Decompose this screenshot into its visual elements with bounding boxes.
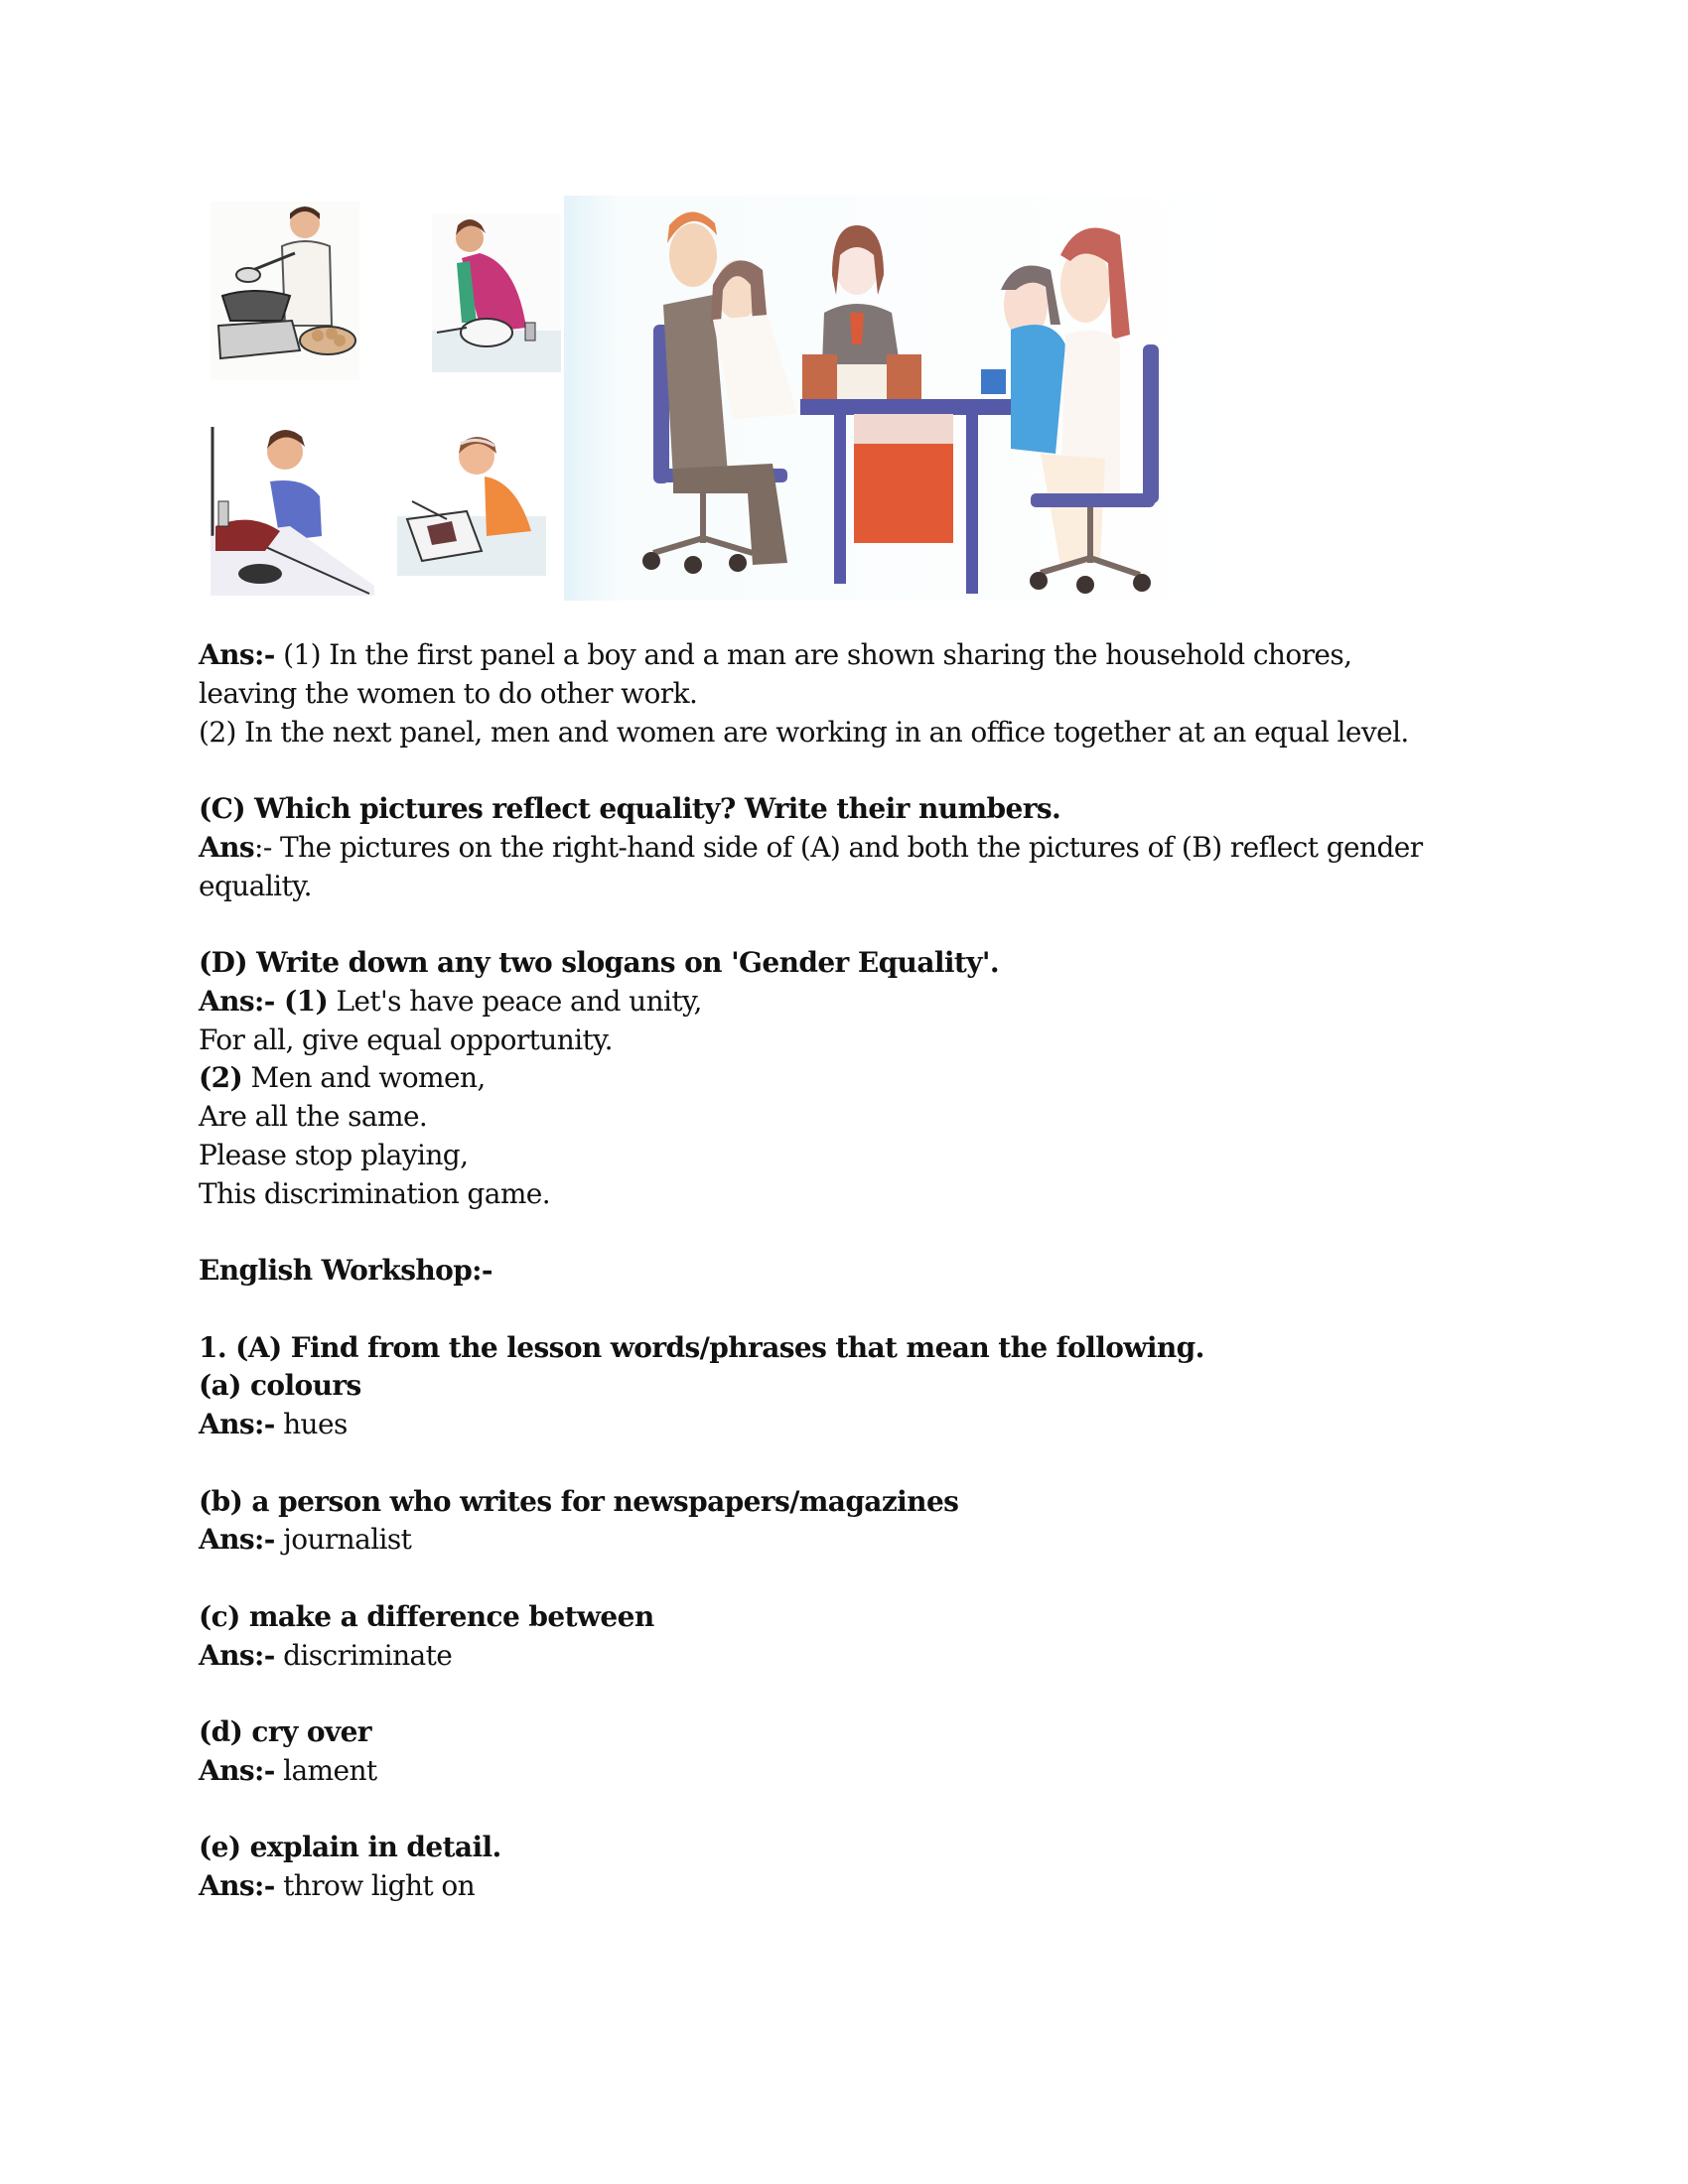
workshop-instruction: 1. (A) Find from the lesson words/phrases that mean the following. [199,1330,1204,1364]
answer-b-line-2: leaving the women to do other work. [199,676,698,710]
office-meeting-illustration [564,196,1251,601]
workshop-answer-c: Ans:- discriminate [199,1638,453,1672]
workshop-answer-a: Ans:- hues [199,1408,348,1440]
slogan-1-line-1: Ans:- (1) Let's have peace and unity, [199,984,702,1018]
ans-label: Ans:- [199,984,275,1018]
workshop-question-b: (b) a person who writes for newspapers/magazines [199,1484,959,1518]
man-cooking-illustration [211,202,359,380]
workshop-answer-e: Ans:- throw light on [199,1869,476,1902]
workshop-question-a: (a) colours [199,1369,361,1403]
boy-washing-illustration [211,427,374,596]
ans-label: Ans:- [199,1408,275,1440]
gender-equality-figure [199,194,1251,601]
workshop-answer-b: Ans:- journalist [199,1523,412,1557]
slogan-2-line-4: This discrimination game. [199,1176,551,1210]
ans-label: Ans:- [199,1869,275,1902]
ans-label: Ans:- [199,1523,275,1557]
ans-label: Ans [199,830,255,864]
answer-b-line-1: Ans:- (1) In the first panel a boy and a man are shown sharing the household chores, [199,638,1352,671]
slogan-2-line-2: Are all the same. [199,1100,428,1133]
question-c: (C) Which pictures reflect equality? Write their numbers. [199,792,1061,825]
answer-c-line-1: Ans:- The pictures on the right-hand side of (A) and both the pictures of (B) reflect gender [199,830,1423,864]
woman-cooking-illustration [432,213,561,372]
answer-b-line-3: (2) In the next panel, men and women are working in an office together at an equal level. [199,715,1409,749]
slogan-2-line-3: Please stop playing, [199,1138,469,1171]
workshop-question-e: (e) explain in detail. [199,1831,501,1864]
slogan-1-line-2: For all, give equal opportunity. [199,1023,613,1056]
answer-c-line-2: equality. [199,869,312,902]
slogan-2-line-1: (2) Men and women, [199,1061,486,1095]
workshop-question-d: (d) cry over [199,1715,371,1748]
ans-label: Ans:- [199,1753,275,1787]
ans-label: Ans:- [199,638,275,671]
workshop-question-c: (c) make a difference between [199,1599,654,1633]
question-d: (D) Write down any two slogans on 'Gender Equality'. [199,946,1000,979]
section-heading: English Workshop:- [199,1254,492,1287]
girl-drawing-illustration [397,432,546,576]
answer-text-body [199,636,1589,1906]
ans-label: Ans:- [199,1638,275,1672]
workshop-answer-d: Ans:- lament [199,1753,377,1787]
